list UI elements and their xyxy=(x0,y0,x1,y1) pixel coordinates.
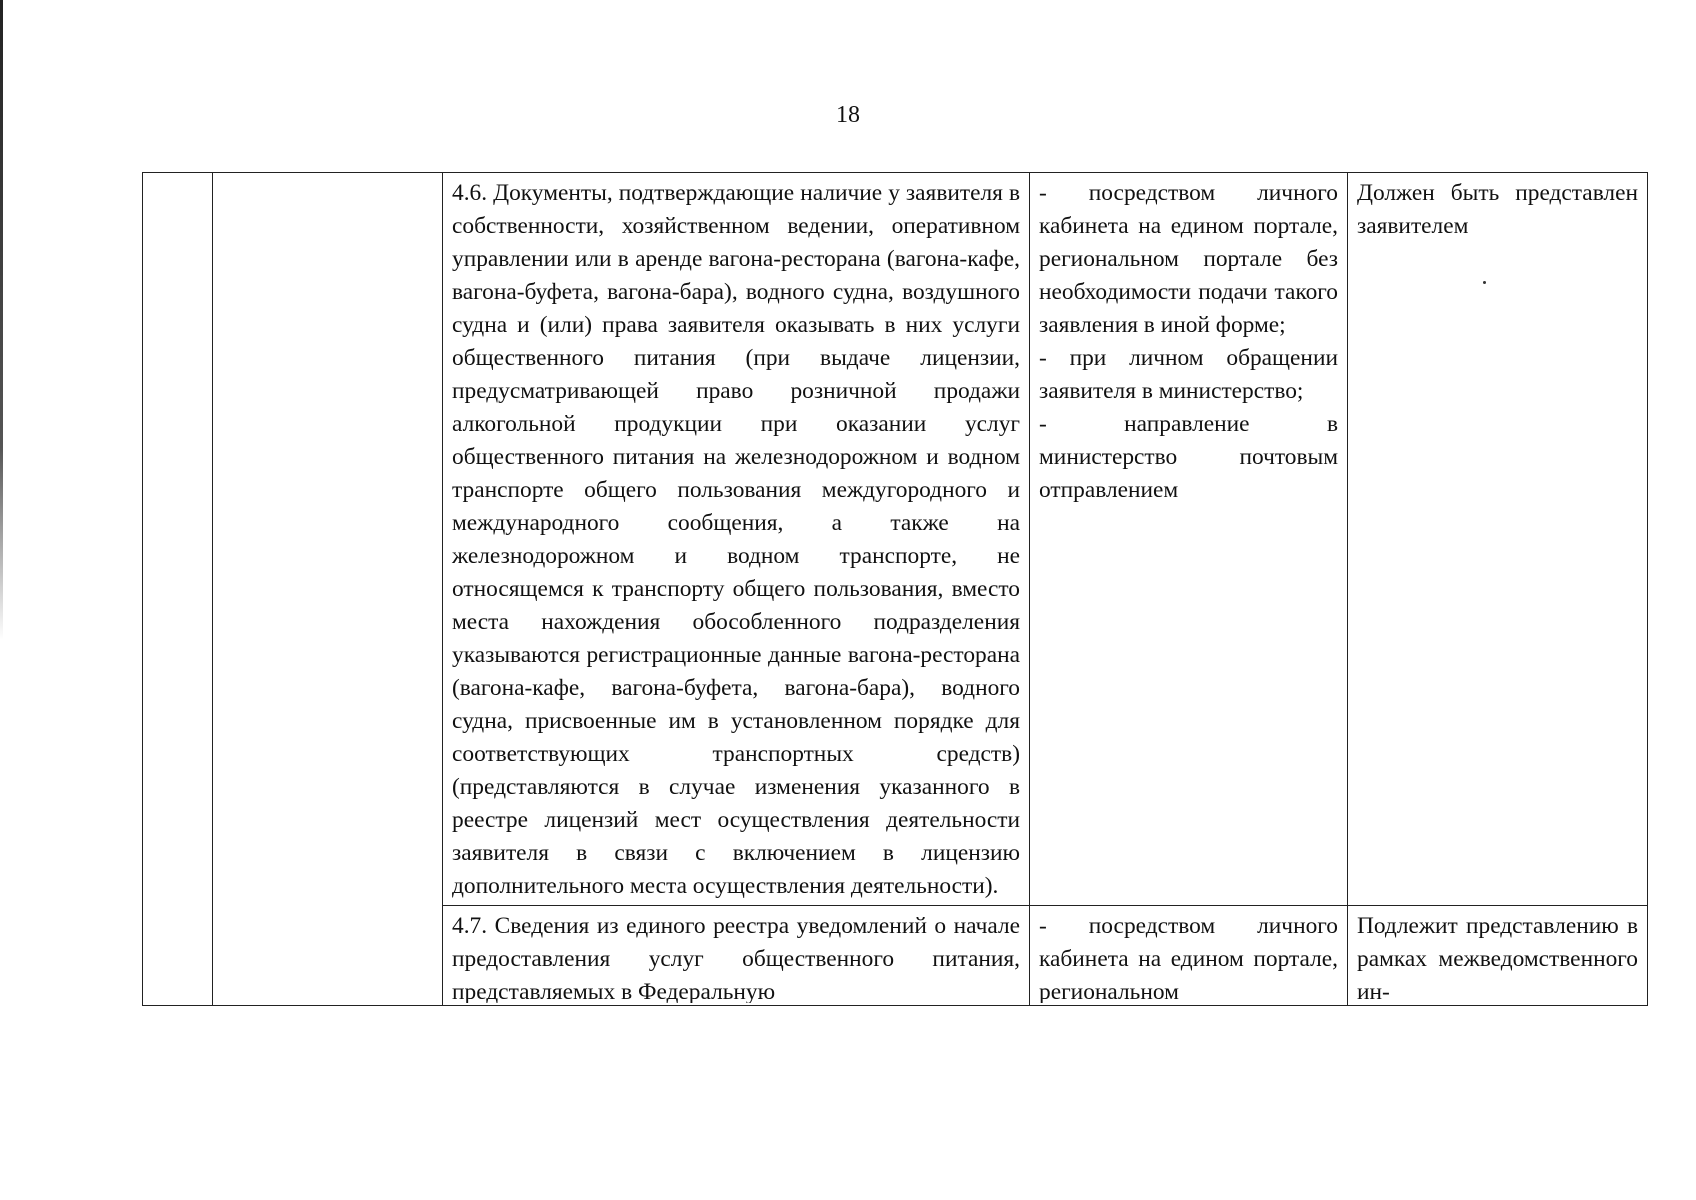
document-name-cell xyxy=(443,173,1030,906)
provision-note-cell xyxy=(1348,906,1648,1006)
scan-speck xyxy=(1357,243,1638,294)
submission-method-cell xyxy=(1030,173,1348,906)
scan-edge-shadow xyxy=(0,0,3,640)
blank-number-cell xyxy=(143,173,213,1006)
page-number: 18 xyxy=(836,102,860,128)
provision-note-text: Подлежит представлению в рамках межведомственного ин- xyxy=(1357,913,1638,1003)
blank-service-cell xyxy=(213,173,443,1006)
provision-note-text: Должен быть представлен заявителем xyxy=(1357,180,1638,239)
submission-method-item: - направление в министерство почтовым отправлением xyxy=(1039,411,1338,503)
submission-method-item: - посредством личного кабинета на едином портале, региональном xyxy=(1039,913,1338,1003)
requirements-table xyxy=(142,172,1648,1006)
table-row xyxy=(143,173,1648,906)
submission-method-item: - посредством личного кабинета на едином портале, региональном портале без необходимости подачи такого заявления в иной форме; xyxy=(1039,180,1338,338)
document-name-text: 4.7. Сведения из единого реестра уведомлений о начале предоставления услуг общественного питания, представляемых в Федеральную xyxy=(452,913,1020,1003)
submission-method-item: - при личном обращении заявителя в министерство; xyxy=(1039,345,1338,404)
document-name-text: 4.6. Документы, подтверждающие наличие у заявителя в собственности, хозяйственном ведении, оперативном управлении или в аренде вагона-ресторана (вагона-кафе, вагона-буфета, вагона-бара), водного судна, воздушного судна и (или) права заявителя оказывать в них услуги общественного питания (при выдаче лицензии, предусматривающей право розничной продажи алкогольной продукции при оказании услуг общественного питания на железнодорожном и водном транспорте общего пользования междугородного и международного сообщения, а также на железнодорожном и водном транспорте, не относящемся к транспорту общего пользования, вместо места нахождения обособленного подразделения указываются регистрационные данные вагона-ресторана (вагона-кафе, вагона-буфета, вагона-бара), водного судна, присвоенные им в установленном порядке для соответствующих транспортных средств) (представляются в случае изменения указанного в реестре лицензий мест осуществления деятельности заявителя в связи с включением в лицензию дополнительного места осуществления деятельности). xyxy=(452,180,1020,899)
document-name-cell xyxy=(443,906,1030,1006)
provision-note-cell xyxy=(1348,173,1648,906)
submission-method-cell xyxy=(1030,906,1348,1006)
